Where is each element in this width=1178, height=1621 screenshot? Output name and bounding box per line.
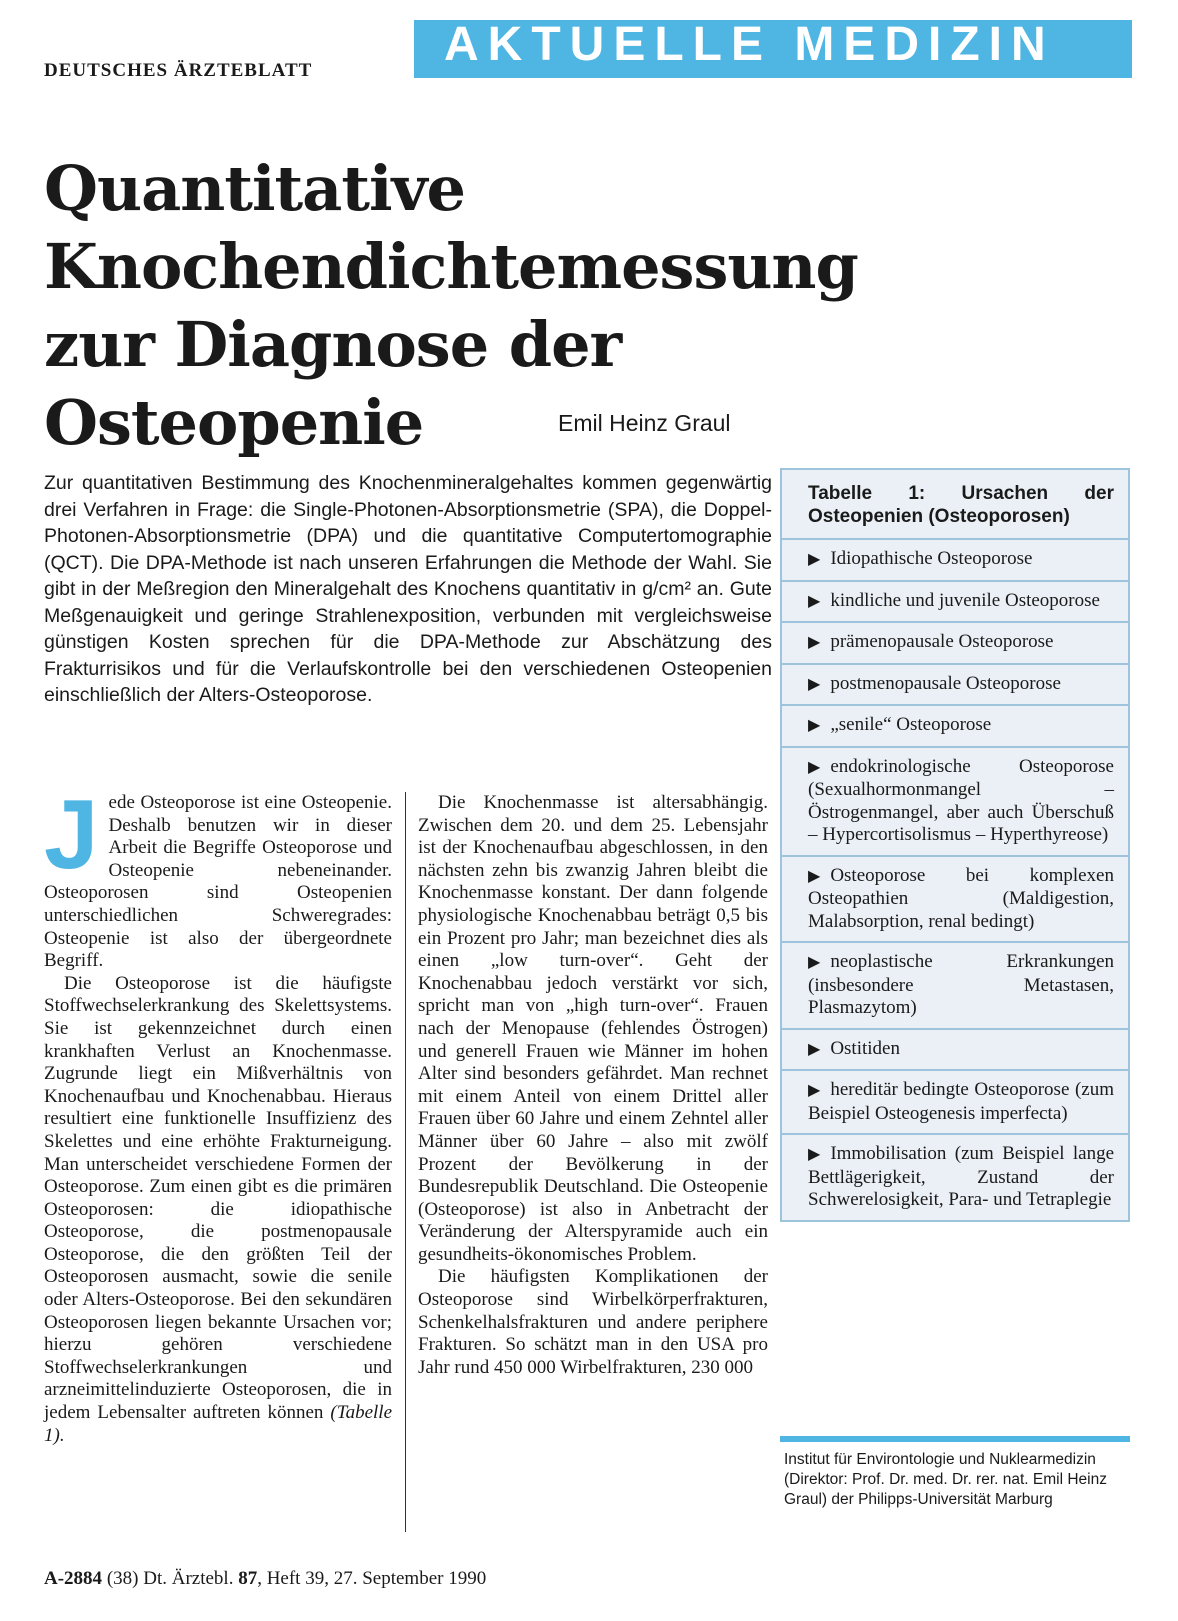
table-row	[782, 748, 1128, 857]
triangle-right-icon: ▶	[808, 634, 821, 651]
table-row-text: postmenopausale Osteoporose	[830, 672, 1061, 694]
table-row	[782, 540, 1128, 582]
table-row-text: prämenopausale Osteoporose	[830, 631, 1054, 652]
column-divider	[405, 792, 406, 1532]
article-title: Quantitative Knochendichtemessung zur Diagnose der Osteopenie	[44, 152, 858, 459]
table-row	[782, 943, 1128, 1030]
table-row-text: „senile“ Osteoporose	[830, 714, 992, 735]
table-row	[782, 623, 1128, 665]
journal-name: DEUTSCHES ÄRZTEBLATT	[44, 60, 313, 81]
triangle-right-icon: ▶	[808, 758, 821, 776]
footer-volume: 87	[238, 1568, 258, 1589]
table-row-text: neoplastische Erkrankungen (insbesondere Metastasen, Plasmazytom)	[808, 951, 1114, 1018]
body-column-2	[418, 792, 768, 1379]
section-banner: AKTUELLE MEDIZIN	[414, 20, 1132, 78]
footer-citation: (38) Dt. Ärztebl.	[106, 1568, 234, 1589]
triangle-right-icon: ▶	[808, 1040, 821, 1058]
triangle-right-icon: ▶	[808, 592, 821, 610]
paragraph-knochenmasse: Die Knochenmasse ist altersabhängig. Zwischen dem 20. und dem 25. Lebensjahr ist der Knochenaufbau abgeschlossen, in den nächsten zehn bis zwanzig Jahren bleibt die Knochenmasse konstant. Der dann folgende physiologische Knochenabbau beträgt 0,5 bis ein Prozent pro Jahr; man bezeichnet dies als einen „low turn-over“. Geht der Knochenabbau jedoch verstärkt vor sich, spricht man von „high turn-over“. Frauen nach der Menopause (fehlendes Östrogen) und generell Frauen wie Männer im hohen Alter sind besonders gefährdet. Man rechnet mit einem Anteil von einem Drittel aller Frauen über 60 Jahre und einem Zehntel aller Männer über 60 Jahre – also mit zwölf Prozent der Bevölkerung in der Bundesrepublik Deutschland. Die Osteopenie (Osteoporose) ist also in Anbetracht der Veränderung der Alterspyramide auch ein gesundheits-ökonomisches Problem.	[418, 792, 768, 1265]
triangle-right-icon: ▶	[808, 675, 821, 693]
table-row-text: kindliche und juvenile Osteoporose	[830, 589, 1100, 611]
table-row-text: Ostitiden	[830, 1037, 900, 1059]
paragraph-osteoporose	[44, 973, 392, 1447]
triangle-right-icon: ▶	[808, 1146, 821, 1163]
body-column-1	[44, 779, 392, 1447]
table-title: Tabelle 1: Ursachen der Osteopenien (Osteoporosen)	[782, 470, 1128, 540]
triangle-right-icon: ▶	[808, 551, 821, 568]
triangle-right-icon: ▶	[808, 954, 821, 971]
institution-divider	[780, 1436, 1130, 1442]
table-row-text: Osteoporose bei komplexen Osteopathien (Maldigestion, Malabsorption, renal bedingt)	[808, 864, 1114, 932]
table-row	[782, 857, 1128, 944]
footer-issue: , Heft 39, 27. September 1990	[257, 1568, 487, 1589]
table-reference: (Tabelle 1).	[44, 1402, 392, 1446]
triangle-right-icon: ▶	[808, 867, 821, 885]
table-row-text: Idiopathische Osteoporose	[830, 548, 1033, 569]
table-row-text: hereditär bedingte Osteoporose (zum Beispiel Osteogenesis imperfecta)	[808, 1079, 1114, 1124]
paragraph-komplikationen: Die häufigsten Komplikationen der Osteoporose sind Wirbelkörperfrakturen, Schenkelhalsfrakturen und andere periphere Frakturen. So schätzt man in den USA pro Jahr rund 450 000 Wirbelfrakturen, 230 000	[418, 1266, 768, 1378]
institution-note: Institut für Environtologie und Nuklearmedizin (Direktor: Prof. Dr. med. Dr. rer. nat. Emil Heinz Graul) der Philipps-Universität Marburg	[784, 1451, 1107, 1508]
dropcap: J	[44, 779, 99, 889]
page-number: A-2884	[44, 1568, 103, 1589]
table-row	[782, 1030, 1128, 1072]
paragraph-osteoporose-text: Die Osteoporose ist die häufigste Stoffwechselerkrankung des Skelettsystems. Sie ist gekennzeichnet durch einen krankhaften Verlust an Knochenmasse. Zugrunde liegt ein Mißverhältnis von Knochenaufbau und Knochenabbau. Hieraus resultiert eine funktionelle Insuffizienz des Skelettes und eine erhöhte Frakturneigung. Man unterscheidet verschiedene Formen der Osteoporose. Zum einen gibt es die primären Osteoporosen: die idiopathische Osteoporose, die postmenopausale Osteoporose, die den größten Teil der Osteoporosen ausmacht, sowie die senile oder Alters-Osteoporose. Bei den sekundären Osteoporosen liegen bekannte Ursachen vor; hierzu gehören verschiedene Stoffwechselerkrankungen und arzneimittelinduzierte Osteoporosen, die in jedem Lebensalter auftreten können	[44, 972, 392, 1424]
triangle-right-icon: ▶	[808, 717, 821, 734]
paragraph-intro-text: ede Osteoporose ist eine Osteopenie. Deshalb benutzen wir in dieser Arbeit die Begriffe Osteoporose und Osteopenie nebeneinander. Osteoporosen sind Osteopenien unterschiedlichen Schweregrades: Osteopenie ist also der übergeordnete Begriff.	[44, 792, 392, 972]
table-row	[782, 706, 1128, 748]
article-author: Emil Heinz Graul	[558, 410, 731, 436]
table-row	[782, 1071, 1128, 1135]
table-row-text: Immobilisation (zum Beispiel lange Bettlägerigkeit, Zustand der Schwerelosigkeit, Para- und Tetraplegie	[808, 1143, 1114, 1210]
table-row	[782, 582, 1128, 624]
causes-table	[780, 468, 1130, 1222]
triangle-right-icon: ▶	[808, 1082, 821, 1099]
page-footer	[44, 1568, 486, 1590]
table-row	[782, 1135, 1128, 1220]
table-row	[782, 665, 1128, 707]
article-abstract: Zur quantitativen Bestimmung des Knochenmineralgehaltes kommen gegenwärtig drei Verfahren in Frage: die Single-Photonen-Absorptionsmetrie (SPA), die Doppel-Photonen-Absorptionsmetrie (DPA) und die quantitative Computertomographie (QCT). Die DPA-Methode ist nach unseren Erfahrungen die Methode der Wahl. Sie gibt in der Meßregion den Mineralgehalt des Knochens quantitativ in g/cm² an. Gute Meßgenauigkeit und geringe Strahlenexposition, verbunden mit vergleichsweise günstigen Kosten sprechen für die DPA-Methode zur Abschätzung des Frakturrisikos und für die Verlaufskontrolle bei den verschiedenen Osteopenien einschließlich der Alters-Osteoporose.	[44, 472, 772, 706]
paragraph-intro	[44, 779, 392, 973]
table-row-text: endokrinologische Osteoporose (Sexualhormonmangel – Östrogenmangel, aber auch Überschuß – Hypercortisolismus – Hyperthyreose)	[808, 755, 1114, 845]
